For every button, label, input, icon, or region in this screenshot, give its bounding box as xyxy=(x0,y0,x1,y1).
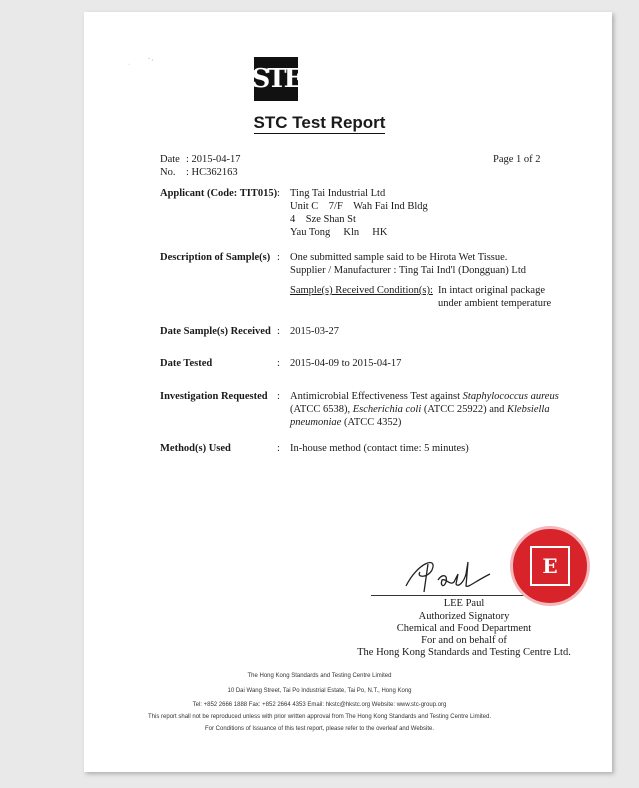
applicant-colon: : xyxy=(277,188,280,199)
date-received-value: 2015-03-27 xyxy=(290,326,339,337)
investigation-text: Antimicrobial Effectiveness Test against xyxy=(290,391,463,402)
scan-speck: - , xyxy=(148,56,153,62)
report-number-label: No. xyxy=(160,167,176,178)
investigation-colon: : xyxy=(277,391,280,402)
description-label: Description of Sample(s) xyxy=(160,252,271,263)
supplier-line: Supplier / Manufacturer : Ting Tai Ind'l (Dongguan) Ltd xyxy=(290,265,527,276)
investigation-text: (ATCC 25922) and xyxy=(421,404,507,415)
organism-name: Klebsiella xyxy=(507,404,550,415)
method-label: Method(s) Used xyxy=(160,443,231,454)
investigation-text: (ATCC 6538), xyxy=(290,404,353,415)
method-colon: : xyxy=(277,443,280,454)
investigation-text: (ATCC 4352) xyxy=(341,417,402,428)
signature-handwriting xyxy=(398,552,498,598)
behalf-line: For and on behalf of xyxy=(421,635,507,646)
description-colon: : xyxy=(277,252,280,263)
condition-value: In intact original package xyxy=(438,285,545,296)
department: Chemical and Food Department xyxy=(396,623,532,634)
organism-name: Staphylococcus aureus xyxy=(462,391,559,402)
date-received-label: Date Sample(s) Received xyxy=(160,326,271,337)
method-value: In-house method (contact time: 5 minutes) xyxy=(290,443,469,454)
sample-description: One submitted sample said to be Hirota Wet Tissue. xyxy=(290,252,508,263)
seal-emblem: E xyxy=(530,546,570,586)
signatory-name: LEE Paul xyxy=(443,598,485,609)
report-title: STC Test Report xyxy=(253,113,386,132)
condition-label: Sample(s) Received Condition(s): xyxy=(290,285,433,296)
applicant-address-line: 4 Sze Shan St xyxy=(290,214,356,225)
investigation-line xyxy=(290,403,550,416)
footer-contact: Tel: +852 2666 1888 Fax: +852 2664 4353 Email: hkstc@hkstc.org Website: www.stc-group.org xyxy=(192,702,447,708)
date-label: Date xyxy=(160,154,180,165)
applicant-address-line: Unit C 7/F Wah Fai Ind Bldg xyxy=(290,201,428,212)
stc-logo-icon: STE xyxy=(254,57,298,101)
report-number-value: : HC362163 xyxy=(186,167,238,178)
organism-name: pneumoniae xyxy=(290,417,342,428)
footer-address: 10 Dai Wang Street, Tai Po Industrial Estate, Tai Po, N.T., Hong Kong xyxy=(227,688,412,694)
date-tested-colon: : xyxy=(277,358,280,369)
condition-value: under ambient temperature xyxy=(438,298,552,309)
scan-speck: · xyxy=(128,62,130,68)
date-received-colon: : xyxy=(277,326,280,337)
applicant-label: Applicant (Code: TIT015) xyxy=(160,188,278,199)
date-value: : 2015-04-17 xyxy=(186,154,241,165)
footer-disclaimer: This report shall not be reproduced unless with prior written approval from The Hong Kong Standards and Testing Centre Limited. xyxy=(148,714,491,720)
organism-name: Escherichia coli xyxy=(352,404,422,415)
hkstc-seal-icon xyxy=(510,526,590,606)
page-indicator: Page 1 of 2 xyxy=(493,154,541,165)
date-tested-value: 2015-04-09 to 2015-04-17 xyxy=(290,358,402,369)
investigation-label: Investigation Requested xyxy=(160,391,268,402)
footer-company: The Hong Kong Standards and Testing Centre Limited xyxy=(247,673,392,679)
organization-name: The Hong Kong Standards and Testing Centre Ltd. xyxy=(357,647,571,658)
signatory-role: Authorized Signatory xyxy=(418,611,510,622)
investigation-line xyxy=(290,416,401,429)
applicant-name: Ting Tai Industrial Ltd xyxy=(290,188,386,199)
date-tested-label: Date Tested xyxy=(160,358,213,369)
applicant-address-line: Yau Tong Kln HK xyxy=(290,227,388,238)
investigation-line xyxy=(290,390,559,403)
footer-conditions: For Conditions of Issuance of this test report, please refer to the overleaf and Website. xyxy=(204,726,434,732)
